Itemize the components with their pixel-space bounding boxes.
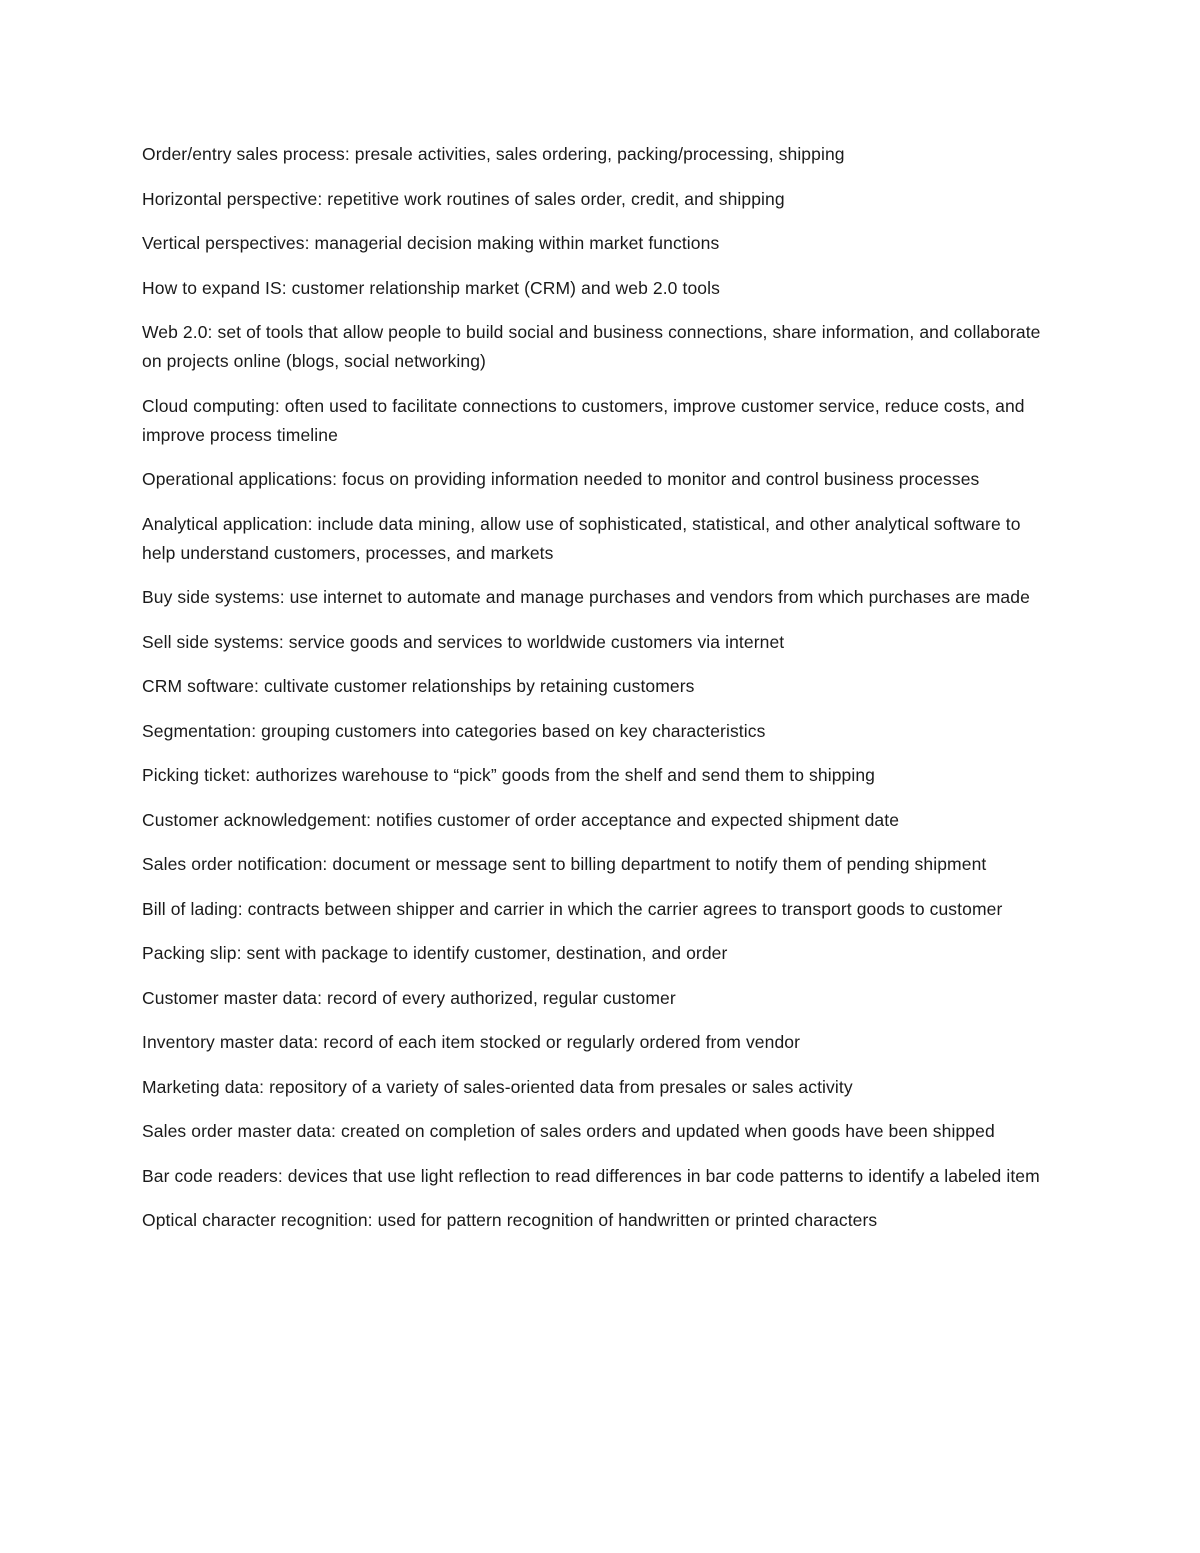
paragraph-customer-acknowledgement: Customer acknowledgement: notifies customer of order acceptance and expected shipment date [142,809,900,830]
paragraph-horizontal-perspective: Horizontal perspective: repetitive work routines of sales order, credit, and shipping [142,188,785,209]
paragraph-optical-character-recognition: Optical character recognition: used for pattern recognition of handwritten or printed characters [142,1210,878,1230]
paragraph-analytical-application: Analytical application: include data mining, allow use of sophisticated, statistical, and other analytical software to help understand customers, processes, and markets [142,513,1021,563]
paragraph-vertical-perspectives: Vertical perspectives: managerial decision making within market functions [142,233,720,253]
paragraph-cloud-computing: Cloud computing: often used to facilitate connections to customers, improve customer service, reduce costs, and improve process timeline [142,395,1025,445]
paragraph-operational-applications: Operational applications: focus on providing information needed to monitor and control business processes [142,469,980,489]
paragraph-bar-code-readers: Bar code readers: devices that use light reflection to read differences in bar code patterns to identify a labeled item [142,1165,1040,1186]
paragraph-picking-ticket: Picking ticket: authorizes warehouse to “pick” goods from the shelf and send them to shipping [142,765,876,785]
paragraph-order-entry-sales-process: Order/entry sales process: presale activities, sales ordering, packing/processing, shipping [142,144,845,164]
paragraph-crm-software: CRM software: cultivate customer relationships by retaining customers [142,676,695,696]
paragraph-how-to-expand-is: How to expand IS: customer relationship market (CRM) and web 2.0 tools [142,277,720,298]
paragraph-web-2-0: Web 2.0: set of tools that allow people to build social and business connections, share information, and collaborate on projects online (blogs, social networking) [142,322,1041,371]
paragraph-bill-of-lading: Bill of lading: contracts between shipper and carrier in which the carrier agrees to transport goods to customer [142,898,1003,919]
paragraph-sales-order-master-data: Sales order master data: created on completion of sales orders and updated when goods have been shipped [142,1121,995,1141]
paragraph-sell-side-systems: Sell side systems: service goods and services to worldwide customers via internet [142,631,785,652]
paragraph-segmentation: Segmentation: grouping customers into categories based on key characteristics [142,720,766,741]
paragraph-marketing-data: Marketing data: repository of a variety of sales-oriented data from presales or sales activity [142,1076,853,1097]
paragraph-packing-slip: Packing slip: sent with package to identify customer, destination, and order [142,943,728,963]
paragraph-sales-order-notification: Sales order notification: document or message sent to billing department to notify them of pending shipment [142,854,987,874]
paragraph-customer-master-data: Customer master data: record of every authorized, regular customer [142,987,676,1008]
document-body [142,140,1057,1251]
paragraph-buy-side-systems: Buy side systems: use internet to automate and manage purchases and vendors from which purchases are made [142,587,1030,607]
paragraph-inventory-master-data: Inventory master data: record of each item stocked or regularly ordered from vendor [142,1032,801,1052]
